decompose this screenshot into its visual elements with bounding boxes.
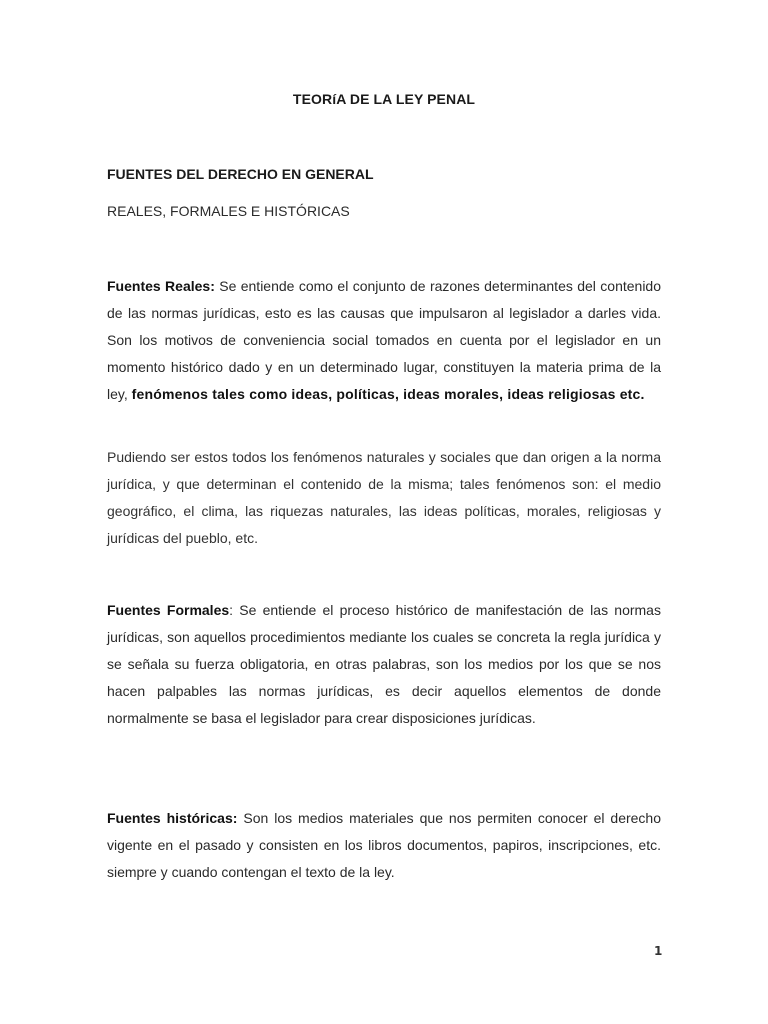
section-subheading: REALES, FORMALES E HISTÓRICAS: [107, 203, 350, 219]
page-number: 1: [654, 944, 663, 958]
paragraph-fuentes-historicas: [107, 805, 661, 886]
section-heading: FUENTES DEL DERECHO EN GENERAL: [107, 166, 374, 182]
paragraph-lead: Fuentes Reales:: [107, 278, 215, 294]
paragraph-lead: Fuentes históricas:: [107, 810, 238, 826]
paragraph-text: Son los medios materiales que nos permiten conocer el derecho vigente en el pasado y consisten en los libros documentos, papiros, inscripciones, etc. siempre y cuando contengan el texto de la ley.: [107, 810, 661, 880]
paragraph-text: Se entiende como el conjunto de razones determinantes del contenido de las normas jurídicas, esto es las causas que impulsaron al legislador a darles vida. Son los motivos de conveniencia social tomados en cuenta por el legislador en un momento histórico dado y en un determinado lugar, constituyen la materia prima de la ley,: [107, 278, 661, 402]
paragraph-text: : Se entiende el proceso histórico de manifestación de las normas jurídicas, son aquellos procedimientos mediante los cuales se concreta la regla jurídica y se señala su fuerza obligatoria, en otras palabras, son los medios por los que se nos hacen palpables las normas jurídicas, es decir aquellos elementos de donde normalmente se basa el legislador para crear disposiciones jurídicas.: [107, 602, 661, 726]
paragraph-fenomenos: [107, 444, 661, 552]
paragraph-lead: Fuentes Formales: [107, 602, 230, 618]
paragraph-fuentes-reales: [107, 273, 661, 408]
document-title: TEORíA DE LA LEY PENAL: [292, 91, 476, 107]
paragraph-text: Pudiendo ser estos todos los fenómenos naturales y sociales que dan origen a la norma jurídica, y que determinan el contenido de la misma; tales fenómenos son: el medio geográfico, el clima, las riquezas naturales, las ideas políticas, morales, religiosas y jurídicas del pueblo, etc.: [107, 449, 661, 546]
paragraph-emphasis: fenómenos tales como ideas, políticas, ideas morales, ideas religiosas etc.: [131, 386, 645, 402]
paragraph-fuentes-formales: [107, 597, 661, 732]
